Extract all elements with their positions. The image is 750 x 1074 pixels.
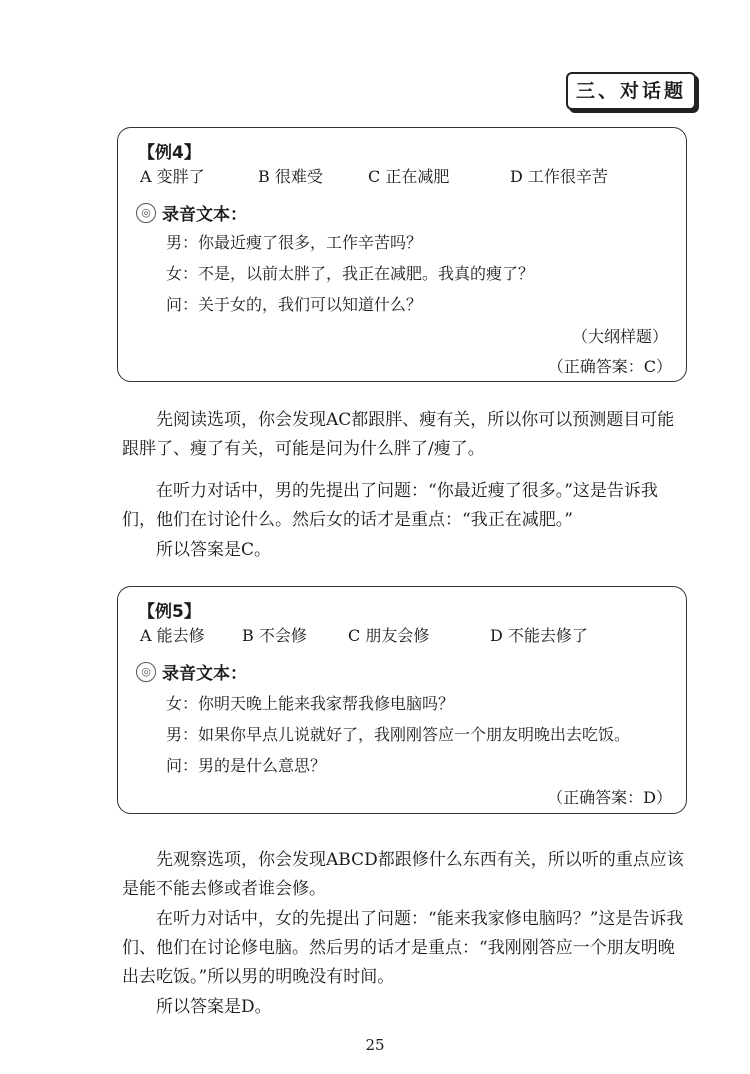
option-d: D 工作很辛苦: [510, 167, 608, 186]
recording-title: 录音文本：: [162, 664, 247, 684]
page-number: 25: [365, 1036, 385, 1054]
answer-note: （正确答案：D）: [547, 788, 672, 807]
dialogue-line: 男：如果你早点儿说就好了，我刚刚答应一个朋友明晚出去吃饭。: [166, 725, 631, 744]
ear-icon: ◎: [136, 203, 156, 223]
dialogue-line: 男：你最近瘦了很多，工作辛苦吗？: [166, 233, 423, 252]
answer-statement: 所以答案是C。: [156, 540, 272, 560]
option-b: B 不会修: [242, 626, 307, 645]
analysis-paragraph: 先阅读选项，你会发现AC都跟胖、瘦有关，所以你可以预测题目可能跟胖了、瘦了有关，可能是问为什么胖了/瘦了。: [122, 410, 675, 459]
source-note: （大纲样题）: [571, 327, 668, 346]
example-5-box: [117, 586, 687, 814]
ear-icon: ◎: [136, 662, 156, 682]
recording-header: [136, 659, 247, 684]
analysis-paragraph: 先观察选项，你会发现ABCD都跟修什么东西有关，所以听的重点应该是能不能去修或者谁会修。: [122, 850, 684, 899]
answer-note: （正确答案：C）: [547, 357, 672, 376]
analysis-paragraph: 在听力对话中，男的先提出了问题：“你最近瘦了很多。”这是告诉我们，他们在讨论什么。然后女的话才是重点：“我正在减肥。”: [122, 481, 658, 530]
example-5-label: 【例5】: [138, 602, 201, 622]
section-title: 三、对话题: [566, 72, 696, 110]
option-b: B 很难受: [258, 167, 323, 186]
example-4-box: [117, 127, 687, 382]
option-d: D 不能去修了: [490, 626, 588, 645]
example-4-label: 【例4】: [138, 143, 201, 163]
question-line: 问：男的是什么意思？: [166, 756, 327, 775]
answer-statement: 所以答案是D。: [156, 997, 272, 1017]
option-c: C 朋友会修: [348, 626, 430, 645]
analysis-paragraph: 在听力对话中，女的先提出了问题：“能来我家修电脑吗？”这是告诉我们、他们在讨论修电脑。然后男的话才是重点：“我刚刚答应一个朋友明晚出去吃饭。”所以男的明晚没有时间。: [122, 909, 684, 987]
recording-header: [136, 200, 247, 225]
option-a: A 变胖了: [140, 167, 205, 186]
option-c: C 正在减肥: [368, 167, 450, 186]
option-a: A 能去修: [140, 626, 205, 645]
question-line: 问：关于女的，我们可以知道什么？: [166, 295, 423, 314]
dialogue-line: 女：你明天晚上能来我家帮我修电脑吗？: [166, 694, 455, 713]
dialogue-line: 女：不是，以前太胖了，我正在减肥。我真的瘦了？: [166, 264, 535, 283]
recording-title: 录音文本：: [162, 205, 247, 225]
